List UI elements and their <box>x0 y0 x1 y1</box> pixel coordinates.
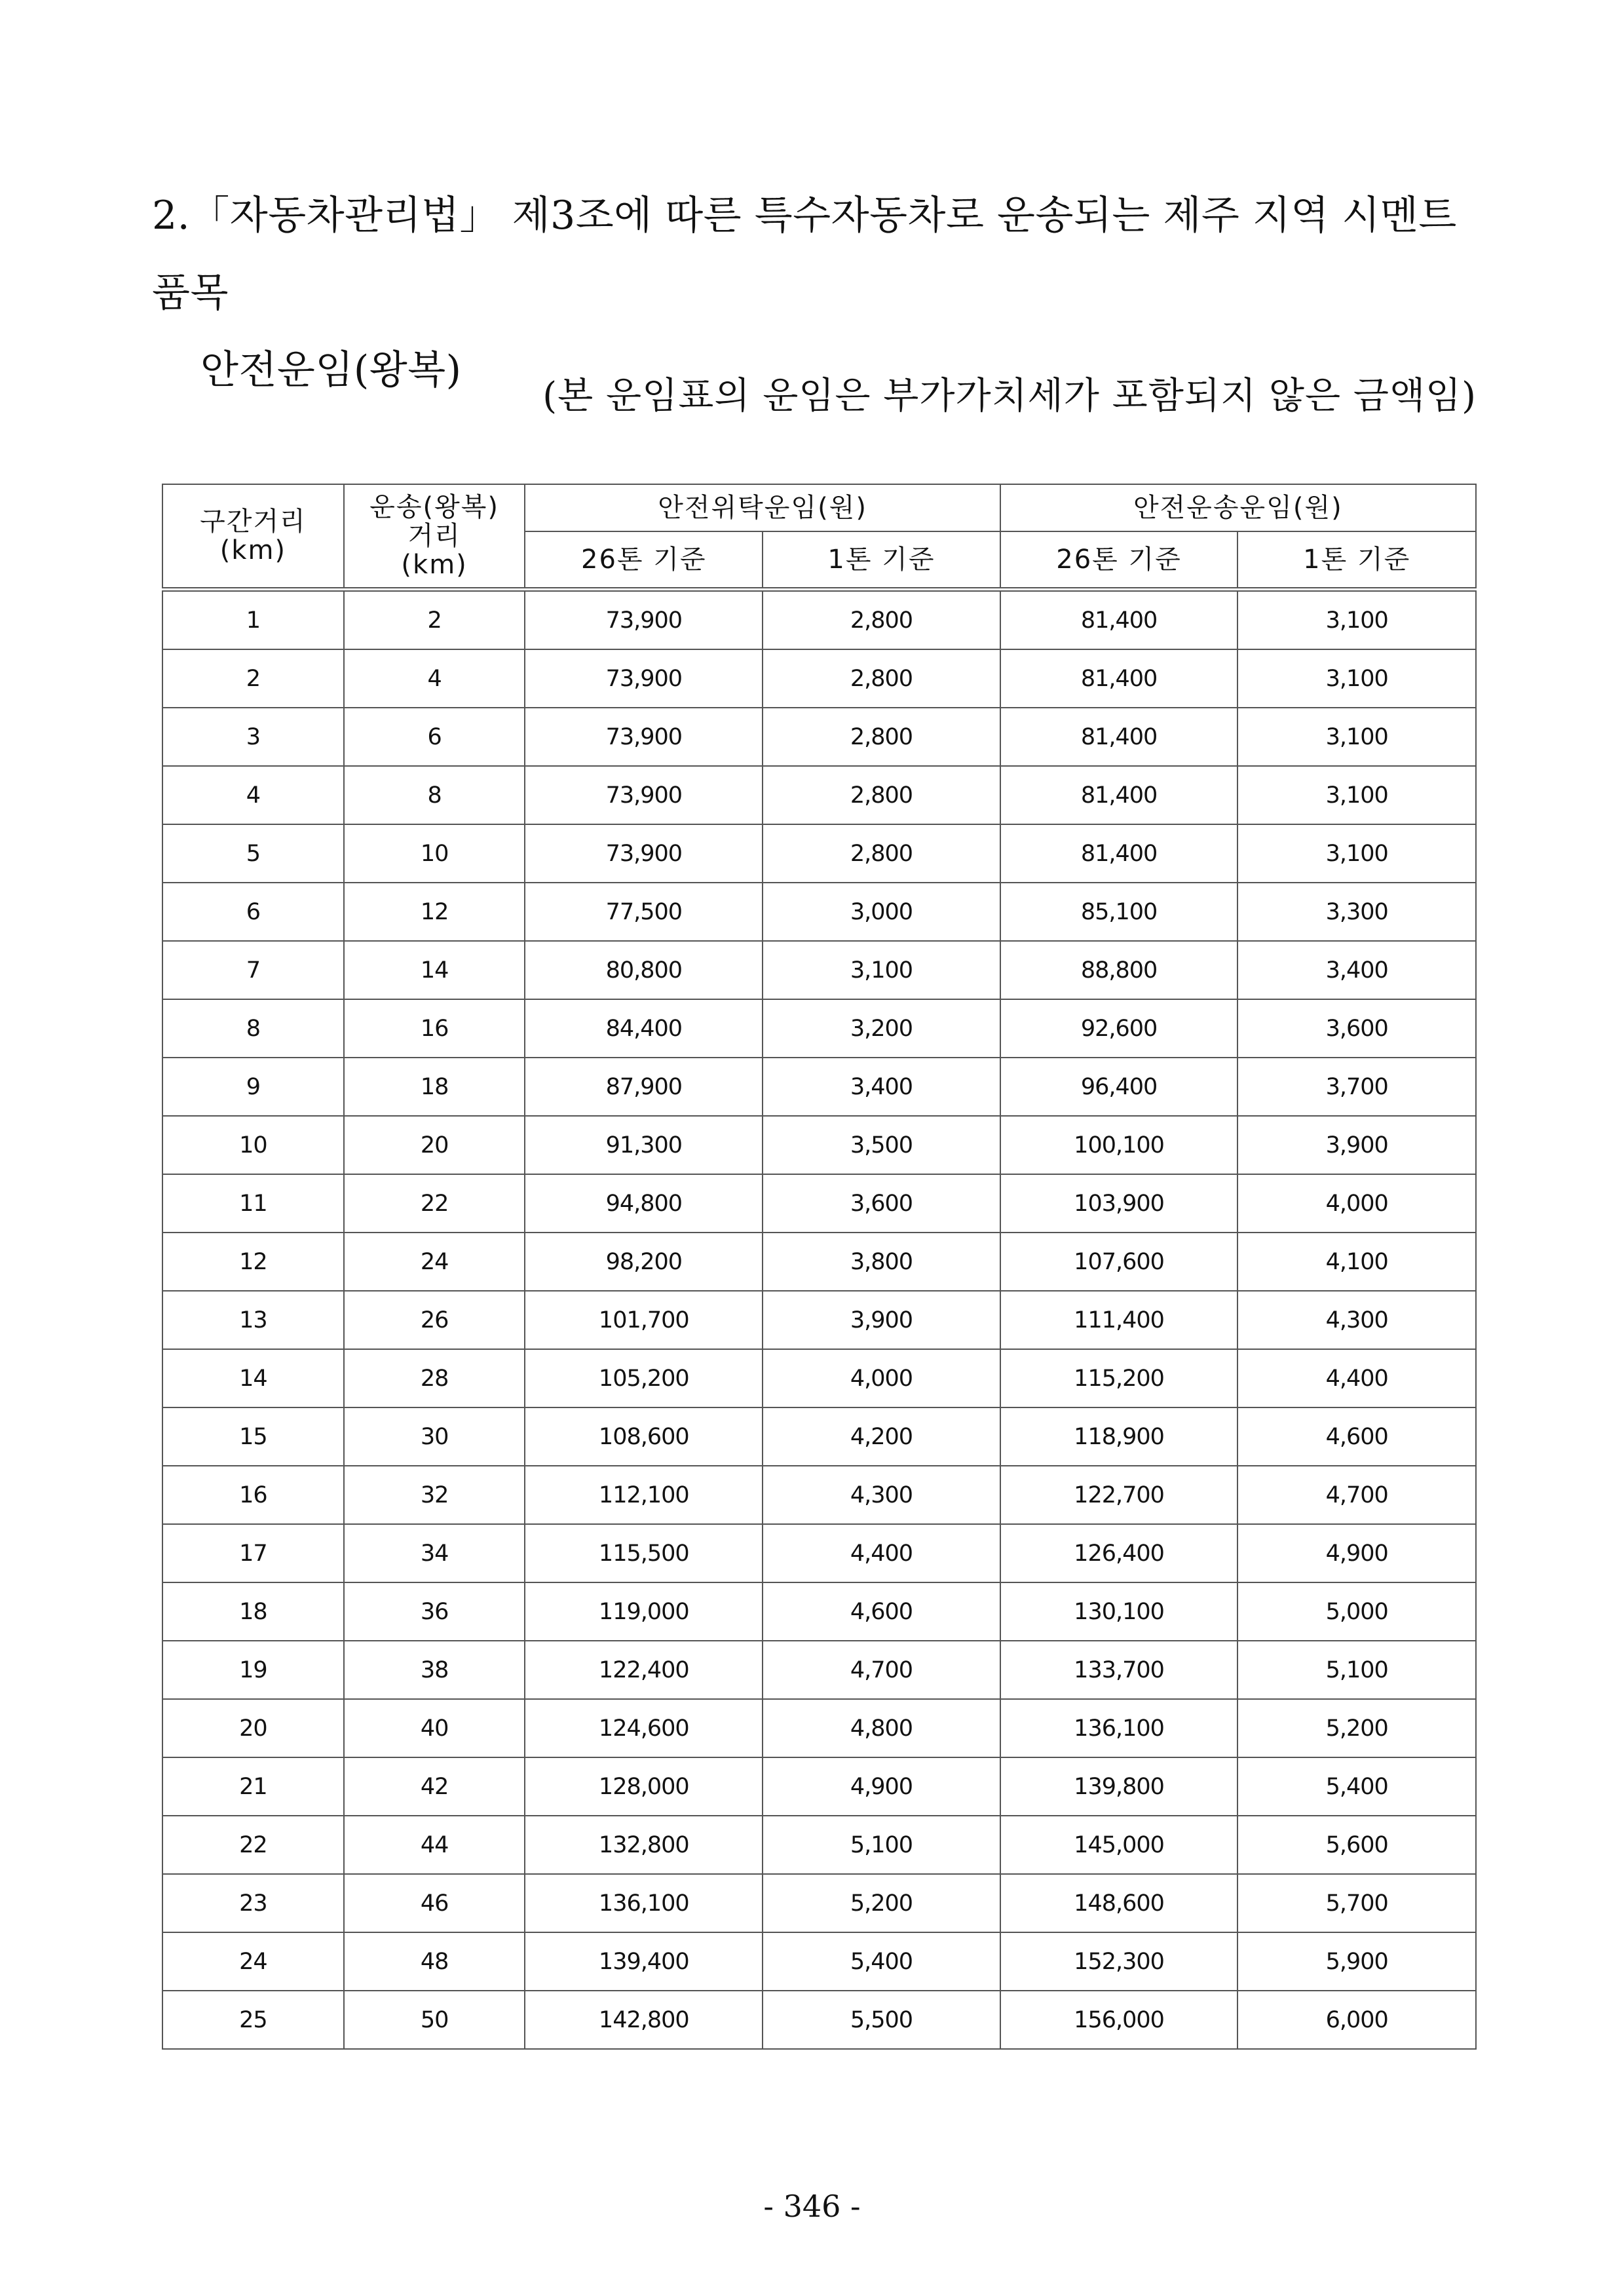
rate-table-body <box>162 590 1476 2050</box>
transport-distance-cell: 18 <box>344 1058 525 1116</box>
header-transport-rate: 안전운송운임(원) <box>1000 484 1476 531</box>
transport-26ton-cell: 107,600 <box>1000 1233 1238 1291</box>
consignment-26ton-cell: 139,400 <box>525 1932 763 1991</box>
consignment-26ton-cell: 142,800 <box>525 1991 763 2049</box>
transport-1ton-cell: 3,100 <box>1237 824 1476 883</box>
consignment-1ton-cell: 4,300 <box>763 1466 1000 1524</box>
transport-distance-cell: 16 <box>344 999 525 1058</box>
table-row <box>162 1116 1476 1174</box>
freight-rate-table <box>162 484 1477 2050</box>
consignment-26ton-cell: 119,000 <box>525 1582 763 1641</box>
transport-distance-cell: 20 <box>344 1116 525 1174</box>
consignment-1ton-cell: 5,100 <box>763 1816 1000 1874</box>
consignment-1ton-cell: 3,000 <box>763 883 1000 941</box>
transport-26ton-cell: 145,000 <box>1000 1816 1238 1874</box>
consignment-26ton-cell: 136,100 <box>525 1874 763 1932</box>
transport-26ton-cell: 130,100 <box>1000 1582 1238 1641</box>
table-row <box>162 590 1476 650</box>
section-distance-cell: 9 <box>162 1058 344 1116</box>
consignment-26ton-cell: 101,700 <box>525 1291 763 1349</box>
consignment-26ton-cell: 112,100 <box>525 1466 763 1524</box>
section-distance-cell: 16 <box>162 1466 344 1524</box>
consignment-26ton-cell: 98,200 <box>525 1233 763 1291</box>
consignment-1ton-cell: 4,700 <box>763 1641 1000 1699</box>
header-section-distance <box>162 484 344 590</box>
consignment-1ton-cell: 4,900 <box>763 1757 1000 1816</box>
section-distance-cell: 6 <box>162 883 344 941</box>
transport-26ton-cell: 139,800 <box>1000 1757 1238 1816</box>
transport-26ton-cell: 96,400 <box>1000 1058 1238 1116</box>
transport-1ton-cell: 5,000 <box>1237 1582 1476 1641</box>
section-distance-cell: 23 <box>162 1874 344 1932</box>
consignment-1ton-cell: 3,200 <box>763 999 1000 1058</box>
transport-distance-cell: 14 <box>344 941 525 999</box>
section-distance-cell: 11 <box>162 1174 344 1233</box>
section-distance-cell: 20 <box>162 1699 344 1757</box>
section-distance-cell: 2 <box>162 649 344 708</box>
transport-26ton-cell: 126,400 <box>1000 1524 1238 1582</box>
transport-1ton-cell: 5,200 <box>1237 1699 1476 1757</box>
transport-1ton-cell: 4,600 <box>1237 1407 1476 1466</box>
table-row <box>162 1874 1476 1932</box>
header-consignment-26ton: 26톤 기준 <box>525 531 763 590</box>
transport-1ton-cell: 3,100 <box>1237 766 1476 824</box>
transport-distance-cell: 38 <box>344 1641 525 1699</box>
transport-distance-cell: 22 <box>344 1174 525 1233</box>
transport-26ton-cell: 148,600 <box>1000 1874 1238 1932</box>
transport-distance-cell: 44 <box>344 1816 525 1874</box>
section-distance-cell: 15 <box>162 1407 344 1466</box>
transport-1ton-cell: 3,100 <box>1237 649 1476 708</box>
transport-1ton-cell: 4,700 <box>1237 1466 1476 1524</box>
section-distance-cell: 4 <box>162 766 344 824</box>
consignment-26ton-cell: 94,800 <box>525 1174 763 1233</box>
transport-distance-cell: 2 <box>344 590 525 650</box>
transport-distance-cell: 48 <box>344 1932 525 1991</box>
consignment-1ton-cell: 2,800 <box>763 824 1000 883</box>
title-line-1: 2.「자동차관리법」 제3조에 따른 특수자동차로 운송되는 제주 지역 시멘트 품목 <box>152 193 1457 316</box>
table-row <box>162 1816 1476 1874</box>
section-distance-cell: 10 <box>162 1116 344 1174</box>
transport-26ton-cell: 81,400 <box>1000 590 1238 650</box>
transport-distance-cell: 36 <box>344 1582 525 1641</box>
consignment-26ton-cell: 105,200 <box>525 1349 763 1407</box>
transport-1ton-cell: 4,000 <box>1237 1174 1476 1233</box>
section-distance-cell: 1 <box>162 590 344 650</box>
consignment-26ton-cell: 132,800 <box>525 1816 763 1874</box>
consignment-1ton-cell: 4,200 <box>763 1407 1000 1466</box>
consignment-26ton-cell: 124,600 <box>525 1699 763 1757</box>
consignment-26ton-cell: 122,400 <box>525 1641 763 1699</box>
consignment-1ton-cell: 2,800 <box>763 766 1000 824</box>
page-number: - 346 - <box>763 2189 861 2224</box>
transport-distance-cell: 4 <box>344 649 525 708</box>
header-consignment-1ton: 1톤 기준 <box>763 531 1000 590</box>
transport-1ton-cell: 6,000 <box>1237 1991 1476 2049</box>
vat-note: (본 운임표의 운임은 부가가치세가 포함되지 않은 금액임) <box>542 375 1477 417</box>
header-transport-distance-label-2: 거리 <box>407 521 461 551</box>
consignment-1ton-cell: 3,400 <box>763 1058 1000 1116</box>
table-row <box>162 883 1476 941</box>
transport-26ton-cell: 81,400 <box>1000 708 1238 766</box>
section-distance-cell: 18 <box>162 1582 344 1641</box>
table-row <box>162 1174 1476 1233</box>
title-line-2: 안전운임(왕복) <box>200 347 462 393</box>
table-row <box>162 1699 1476 1757</box>
transport-distance-cell: 10 <box>344 824 525 883</box>
consignment-26ton-cell: 73,900 <box>525 590 763 650</box>
transport-26ton-cell: 122,700 <box>1000 1466 1238 1524</box>
header-section-distance-label: 구간거리 <box>200 507 307 537</box>
table-row <box>162 999 1476 1058</box>
transport-26ton-cell: 81,400 <box>1000 649 1238 708</box>
header-transport-distance <box>344 484 525 590</box>
transport-26ton-cell: 111,400 <box>1000 1291 1238 1349</box>
consignment-26ton-cell: 73,900 <box>525 708 763 766</box>
transport-1ton-cell: 3,100 <box>1237 708 1476 766</box>
transport-1ton-cell: 3,100 <box>1237 590 1476 650</box>
table-row <box>162 1291 1476 1349</box>
table-row <box>162 1233 1476 1291</box>
consignment-26ton-cell: 73,900 <box>525 766 763 824</box>
transport-26ton-cell: 115,200 <box>1000 1349 1238 1407</box>
table-row <box>162 1757 1476 1816</box>
transport-distance-cell: 30 <box>344 1407 525 1466</box>
consignment-1ton-cell: 5,200 <box>763 1874 1000 1932</box>
consignment-26ton-cell: 84,400 <box>525 999 763 1058</box>
transport-distance-cell: 34 <box>344 1524 525 1582</box>
table-row <box>162 649 1476 708</box>
transport-26ton-cell: 85,100 <box>1000 883 1238 941</box>
consignment-1ton-cell: 3,600 <box>763 1174 1000 1233</box>
table-row <box>162 1349 1476 1407</box>
section-distance-cell: 19 <box>162 1641 344 1699</box>
transport-distance-cell: 50 <box>344 1991 525 2049</box>
consignment-1ton-cell: 4,600 <box>763 1582 1000 1641</box>
section-distance-cell: 12 <box>162 1233 344 1291</box>
transport-1ton-cell: 3,400 <box>1237 941 1476 999</box>
section-distance-cell: 17 <box>162 1524 344 1582</box>
table-row <box>162 824 1476 883</box>
transport-26ton-cell: 152,300 <box>1000 1932 1238 1991</box>
consignment-1ton-cell: 4,000 <box>763 1349 1000 1407</box>
transport-26ton-cell: 156,000 <box>1000 1991 1238 2049</box>
transport-26ton-cell: 103,900 <box>1000 1174 1238 1233</box>
transport-1ton-cell: 5,700 <box>1237 1874 1476 1932</box>
transport-1ton-cell: 4,400 <box>1237 1349 1476 1407</box>
transport-26ton-cell: 100,100 <box>1000 1116 1238 1174</box>
section-distance-cell: 8 <box>162 999 344 1058</box>
transport-distance-cell: 42 <box>344 1757 525 1816</box>
transport-1ton-cell: 5,600 <box>1237 1816 1476 1874</box>
table-row <box>162 1407 1476 1466</box>
header-transport-26ton: 26톤 기준 <box>1000 531 1238 590</box>
consignment-1ton-cell: 4,400 <box>763 1524 1000 1582</box>
consignment-1ton-cell: 2,800 <box>763 708 1000 766</box>
transport-1ton-cell: 3,300 <box>1237 883 1476 941</box>
transport-distance-cell: 24 <box>344 1233 525 1291</box>
consignment-26ton-cell: 80,800 <box>525 941 763 999</box>
table-row <box>162 941 1476 999</box>
consignment-1ton-cell: 2,800 <box>763 649 1000 708</box>
consignment-1ton-cell: 3,900 <box>763 1291 1000 1349</box>
section-distance-cell: 5 <box>162 824 344 883</box>
transport-distance-cell: 40 <box>344 1699 525 1757</box>
consignment-26ton-cell: 115,500 <box>525 1524 763 1582</box>
consignment-26ton-cell: 73,900 <box>525 649 763 708</box>
transport-26ton-cell: 133,700 <box>1000 1641 1238 1699</box>
transport-distance-cell: 28 <box>344 1349 525 1407</box>
consignment-1ton-cell: 3,800 <box>763 1233 1000 1291</box>
consignment-1ton-cell: 5,500 <box>763 1991 1000 2049</box>
table-row <box>162 1582 1476 1641</box>
transport-1ton-cell: 3,700 <box>1237 1058 1476 1116</box>
consignment-1ton-cell: 2,800 <box>763 590 1000 650</box>
transport-26ton-cell: 81,400 <box>1000 824 1238 883</box>
transport-26ton-cell: 136,100 <box>1000 1699 1238 1757</box>
header-consignment-rate: 안전위탁운임(원) <box>525 484 1000 531</box>
table-row <box>162 1932 1476 1991</box>
transport-distance-cell: 46 <box>344 1874 525 1932</box>
consignment-26ton-cell: 73,900 <box>525 824 763 883</box>
transport-1ton-cell: 5,100 <box>1237 1641 1476 1699</box>
transport-26ton-cell: 88,800 <box>1000 941 1238 999</box>
consignment-1ton-cell: 3,100 <box>763 941 1000 999</box>
transport-1ton-cell: 3,900 <box>1237 1116 1476 1174</box>
table-row <box>162 1524 1476 1582</box>
transport-1ton-cell: 5,900 <box>1237 1932 1476 1991</box>
table-row <box>162 708 1476 766</box>
header-transport-1ton: 1톤 기준 <box>1237 531 1476 590</box>
transport-1ton-cell: 4,100 <box>1237 1233 1476 1291</box>
header-section-distance-unit: (km) <box>219 535 287 565</box>
consignment-1ton-cell: 5,400 <box>763 1932 1000 1991</box>
section-distance-cell: 14 <box>162 1349 344 1407</box>
consignment-26ton-cell: 91,300 <box>525 1116 763 1174</box>
transport-distance-cell: 6 <box>344 708 525 766</box>
table-row <box>162 1058 1476 1116</box>
transport-distance-cell: 26 <box>344 1291 525 1349</box>
transport-distance-cell: 8 <box>344 766 525 824</box>
table-row <box>162 1466 1476 1524</box>
consignment-1ton-cell: 3,500 <box>763 1116 1000 1174</box>
consignment-26ton-cell: 128,000 <box>525 1757 763 1816</box>
header-transport-distance-unit: (km) <box>401 550 468 580</box>
transport-distance-cell: 12 <box>344 883 525 941</box>
section-distance-cell: 3 <box>162 708 344 766</box>
consignment-1ton-cell: 4,800 <box>763 1699 1000 1757</box>
transport-1ton-cell: 4,300 <box>1237 1291 1476 1349</box>
table-row <box>162 1991 1476 2049</box>
transport-26ton-cell: 81,400 <box>1000 766 1238 824</box>
section-distance-cell: 13 <box>162 1291 344 1349</box>
transport-1ton-cell: 5,400 <box>1237 1757 1476 1816</box>
consignment-26ton-cell: 87,900 <box>525 1058 763 1116</box>
transport-1ton-cell: 3,600 <box>1237 999 1476 1058</box>
header-transport-distance-label-1: 운송(왕복) <box>369 492 499 522</box>
section-distance-cell: 25 <box>162 1991 344 2049</box>
transport-1ton-cell: 4,900 <box>1237 1524 1476 1582</box>
section-distance-cell: 7 <box>162 941 344 999</box>
consignment-26ton-cell: 108,600 <box>525 1407 763 1466</box>
section-distance-cell: 21 <box>162 1757 344 1816</box>
section-distance-cell: 24 <box>162 1932 344 1991</box>
section-distance-cell: 22 <box>162 1816 344 1874</box>
consignment-26ton-cell: 77,500 <box>525 883 763 941</box>
table-row <box>162 1641 1476 1699</box>
table-row <box>162 766 1476 824</box>
transport-26ton-cell: 92,600 <box>1000 999 1238 1058</box>
transport-26ton-cell: 118,900 <box>1000 1407 1238 1466</box>
transport-distance-cell: 32 <box>344 1466 525 1524</box>
